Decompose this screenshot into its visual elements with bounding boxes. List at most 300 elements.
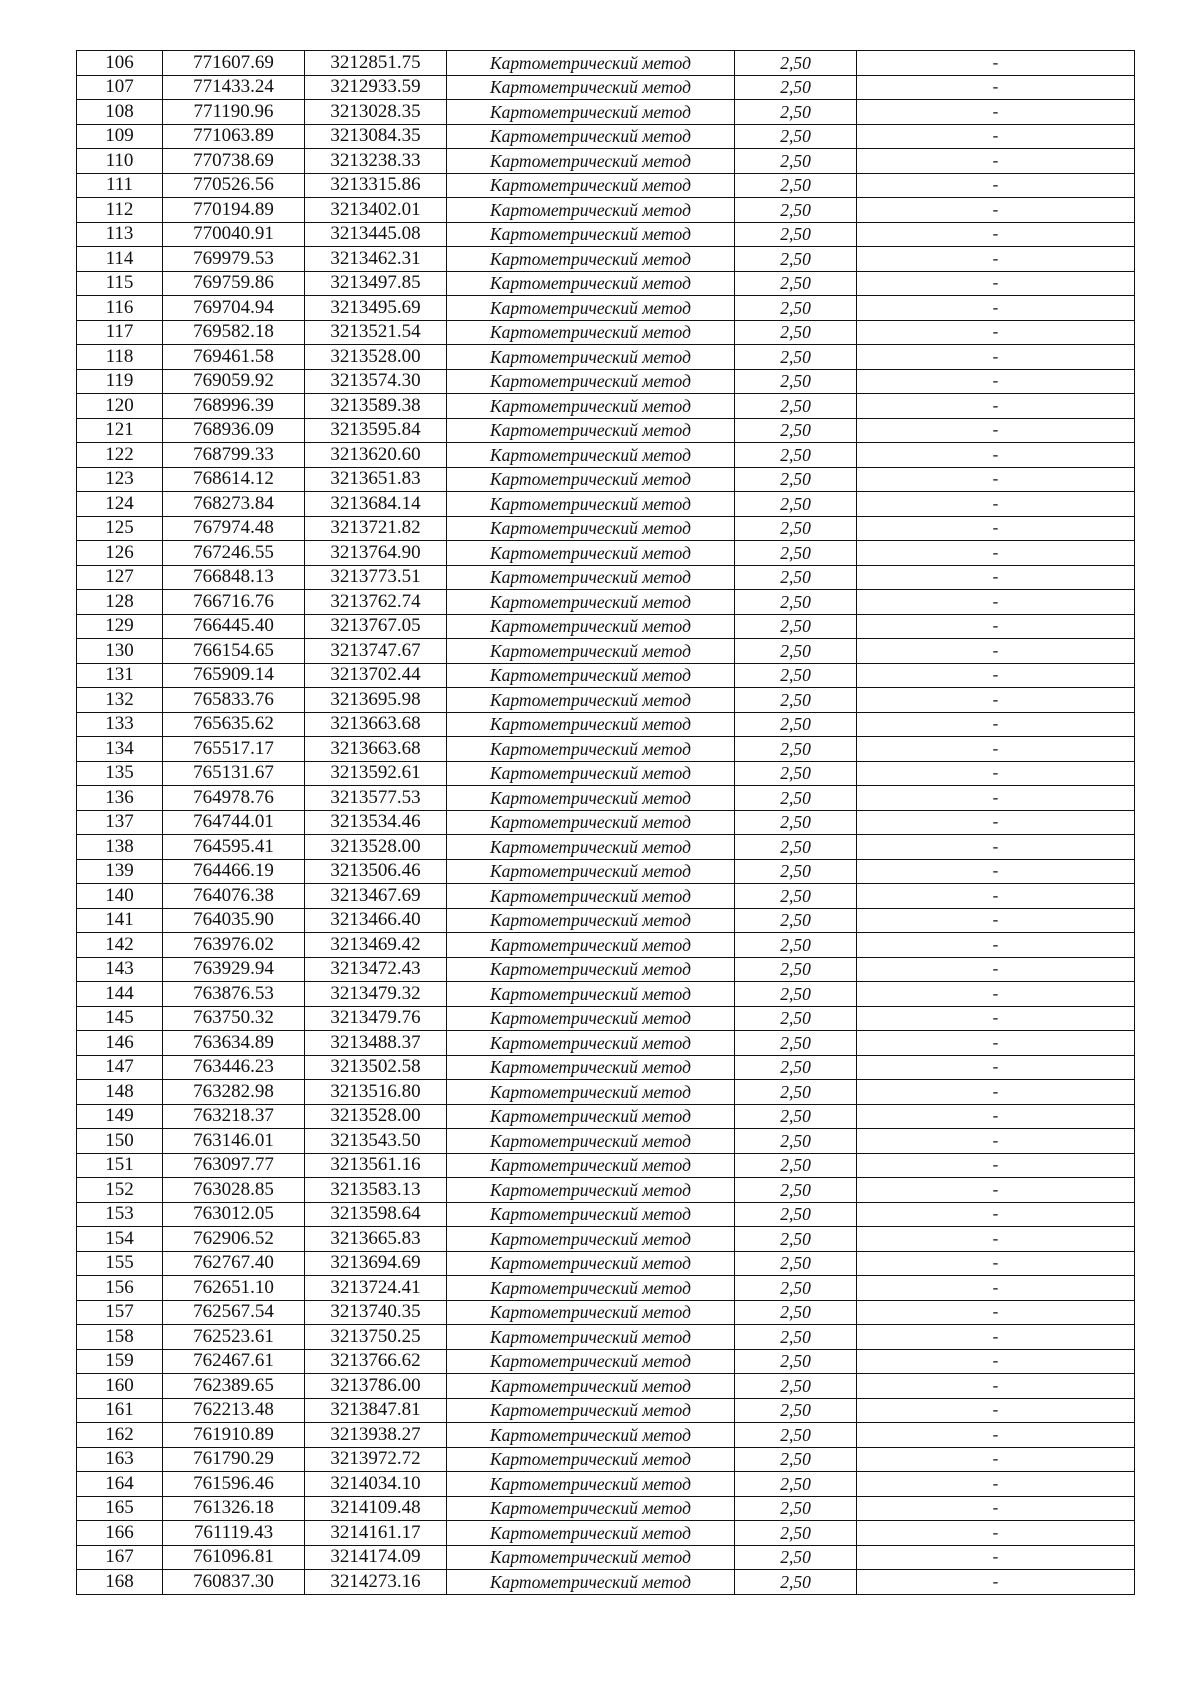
document-page: [76, 50, 1134, 1595]
precision-cell: 2,50: [735, 1521, 857, 1546]
point-number-cell: 135: [77, 761, 163, 786]
precision-cell: 2,50: [735, 124, 857, 149]
y-coordinate-cell: 3213583.13: [305, 1178, 447, 1203]
table-row: [77, 222, 1135, 247]
method-cell: Картометрический метод: [447, 443, 735, 468]
point-number-cell: 146: [77, 1031, 163, 1056]
description-cell: -: [857, 296, 1135, 321]
x-coordinate-cell: 769979.53: [163, 247, 305, 272]
x-coordinate-cell: 768936.09: [163, 418, 305, 443]
x-coordinate-cell: 768273.84: [163, 492, 305, 517]
y-coordinate-cell: 3213663.68: [305, 737, 447, 762]
method-cell: Картометрический метод: [447, 1472, 735, 1497]
method-cell: Картометрический метод: [447, 1398, 735, 1423]
point-number-cell: 156: [77, 1276, 163, 1301]
y-coordinate-cell: 3213938.27: [305, 1423, 447, 1448]
y-coordinate-cell: 3213462.31: [305, 247, 447, 272]
table-row: [77, 786, 1135, 811]
description-cell: -: [857, 443, 1135, 468]
y-coordinate-cell: 3213528.00: [305, 835, 447, 860]
precision-cell: 2,50: [735, 345, 857, 370]
precision-cell: 2,50: [735, 957, 857, 982]
table-row: [77, 1545, 1135, 1570]
x-coordinate-cell: 764466.19: [163, 859, 305, 884]
y-coordinate-cell: 3213028.35: [305, 100, 447, 125]
point-number-cell: 153: [77, 1202, 163, 1227]
point-number-cell: 131: [77, 663, 163, 688]
y-coordinate-cell: 3213577.53: [305, 786, 447, 811]
precision-cell: 2,50: [735, 1129, 857, 1154]
description-cell: -: [857, 271, 1135, 296]
point-number-cell: 148: [77, 1080, 163, 1105]
y-coordinate-cell: 3213238.33: [305, 149, 447, 174]
y-coordinate-cell: 3213665.83: [305, 1227, 447, 1252]
precision-cell: 2,50: [735, 908, 857, 933]
description-cell: -: [857, 663, 1135, 688]
description-cell: -: [857, 859, 1135, 884]
description-cell: -: [857, 345, 1135, 370]
x-coordinate-cell: 766848.13: [163, 565, 305, 590]
description-cell: -: [857, 1349, 1135, 1374]
point-number-cell: 117: [77, 320, 163, 345]
description-cell: -: [857, 492, 1135, 517]
method-cell: Картометрический метод: [447, 663, 735, 688]
point-number-cell: 160: [77, 1374, 163, 1399]
method-cell: Картометрический метод: [447, 1080, 735, 1105]
x-coordinate-cell: 762213.48: [163, 1398, 305, 1423]
y-coordinate-cell: 3213721.82: [305, 516, 447, 541]
method-cell: Картометрический метод: [447, 908, 735, 933]
description-cell: -: [857, 1472, 1135, 1497]
description-cell: -: [857, 124, 1135, 149]
x-coordinate-cell: 765517.17: [163, 737, 305, 762]
method-cell: Картометрический метод: [447, 1374, 735, 1399]
method-cell: Картометрический метод: [447, 1570, 735, 1595]
table-row: [77, 1521, 1135, 1546]
coordinates-table: [76, 50, 1135, 1595]
point-number-cell: 154: [77, 1227, 163, 1252]
precision-cell: 2,50: [735, 933, 857, 958]
table-row: [77, 149, 1135, 174]
method-cell: Картометрический метод: [447, 418, 735, 443]
point-number-cell: 147: [77, 1055, 163, 1080]
description-cell: -: [857, 1325, 1135, 1350]
method-cell: Картометрический метод: [447, 1423, 735, 1448]
method-cell: Картометрический метод: [447, 859, 735, 884]
method-cell: Картометрический метод: [447, 982, 735, 1007]
precision-cell: 2,50: [735, 198, 857, 223]
y-coordinate-cell: 3213521.54: [305, 320, 447, 345]
table-row: [77, 1374, 1135, 1399]
point-number-cell: 165: [77, 1496, 163, 1521]
x-coordinate-cell: 763097.77: [163, 1153, 305, 1178]
description-cell: -: [857, 51, 1135, 76]
table-row: [77, 1276, 1135, 1301]
description-cell: -: [857, 1129, 1135, 1154]
table-row: [77, 516, 1135, 541]
method-cell: Картометрический метод: [447, 1496, 735, 1521]
y-coordinate-cell: 3213402.01: [305, 198, 447, 223]
y-coordinate-cell: 3212851.75: [305, 51, 447, 76]
description-cell: -: [857, 1300, 1135, 1325]
x-coordinate-cell: 768799.33: [163, 443, 305, 468]
table-row: [77, 859, 1135, 884]
x-coordinate-cell: 769059.92: [163, 369, 305, 394]
y-coordinate-cell: 3213724.41: [305, 1276, 447, 1301]
x-coordinate-cell: 771063.89: [163, 124, 305, 149]
method-cell: Картометрический метод: [447, 1006, 735, 1031]
point-number-cell: 159: [77, 1349, 163, 1374]
description-cell: -: [857, 614, 1135, 639]
table-row: [77, 1570, 1135, 1595]
method-cell: Картометрический метод: [447, 320, 735, 345]
description-cell: -: [857, 1570, 1135, 1595]
point-number-cell: 122: [77, 443, 163, 468]
x-coordinate-cell: 766445.40: [163, 614, 305, 639]
point-number-cell: 158: [77, 1325, 163, 1350]
x-coordinate-cell: 770526.56: [163, 173, 305, 198]
description-cell: -: [857, 1398, 1135, 1423]
method-cell: Картометрический метод: [447, 492, 735, 517]
table-row: [77, 1202, 1135, 1227]
table-row: [77, 247, 1135, 272]
y-coordinate-cell: 3213445.08: [305, 222, 447, 247]
precision-cell: 2,50: [735, 884, 857, 909]
point-number-cell: 166: [77, 1521, 163, 1546]
precision-cell: 2,50: [735, 296, 857, 321]
point-number-cell: 115: [77, 271, 163, 296]
point-number-cell: 119: [77, 369, 163, 394]
y-coordinate-cell: 3213561.16: [305, 1153, 447, 1178]
point-number-cell: 106: [77, 51, 163, 76]
x-coordinate-cell: 762567.54: [163, 1300, 305, 1325]
x-coordinate-cell: 762906.52: [163, 1227, 305, 1252]
table-row: [77, 908, 1135, 933]
precision-cell: 2,50: [735, 1300, 857, 1325]
description-cell: -: [857, 957, 1135, 982]
precision-cell: 2,50: [735, 663, 857, 688]
x-coordinate-cell: 763876.53: [163, 982, 305, 1007]
table-row: [77, 124, 1135, 149]
description-cell: -: [857, 1227, 1135, 1252]
x-coordinate-cell: 769461.58: [163, 345, 305, 370]
precision-cell: 2,50: [735, 786, 857, 811]
point-number-cell: 112: [77, 198, 163, 223]
x-coordinate-cell: 767246.55: [163, 541, 305, 566]
method-cell: Картометрический метод: [447, 614, 735, 639]
x-coordinate-cell: 765833.76: [163, 688, 305, 713]
y-coordinate-cell: 3213663.68: [305, 712, 447, 737]
point-number-cell: 157: [77, 1300, 163, 1325]
table-row: [77, 737, 1135, 762]
description-cell: -: [857, 1055, 1135, 1080]
description-cell: -: [857, 933, 1135, 958]
table-row: [77, 590, 1135, 615]
method-cell: Картометрический метод: [447, 1447, 735, 1472]
y-coordinate-cell: 3213847.81: [305, 1398, 447, 1423]
method-cell: Картометрический метод: [447, 712, 735, 737]
table-row: [77, 614, 1135, 639]
table-row: [77, 271, 1135, 296]
x-coordinate-cell: 761119.43: [163, 1521, 305, 1546]
table-row: [77, 173, 1135, 198]
method-cell: Картометрический метод: [447, 1227, 735, 1252]
point-number-cell: 150: [77, 1129, 163, 1154]
table-row: [77, 688, 1135, 713]
y-coordinate-cell: 3213972.72: [305, 1447, 447, 1472]
method-cell: Картометрический метод: [447, 124, 735, 149]
x-coordinate-cell: 761790.29: [163, 1447, 305, 1472]
x-coordinate-cell: 761326.18: [163, 1496, 305, 1521]
precision-cell: 2,50: [735, 859, 857, 884]
method-cell: Картометрический метод: [447, 1276, 735, 1301]
y-coordinate-cell: 3213598.64: [305, 1202, 447, 1227]
method-cell: Картометрический метод: [447, 884, 735, 909]
description-cell: -: [857, 1202, 1135, 1227]
x-coordinate-cell: 762523.61: [163, 1325, 305, 1350]
precision-cell: 2,50: [735, 369, 857, 394]
x-coordinate-cell: 763218.37: [163, 1104, 305, 1129]
y-coordinate-cell: 3213651.83: [305, 467, 447, 492]
y-coordinate-cell: 3213466.40: [305, 908, 447, 933]
table-row: [77, 1447, 1135, 1472]
table-row: [77, 1153, 1135, 1178]
precision-cell: 2,50: [735, 737, 857, 762]
method-cell: Картометрический метод: [447, 198, 735, 223]
x-coordinate-cell: 770738.69: [163, 149, 305, 174]
y-coordinate-cell: 3213084.35: [305, 124, 447, 149]
method-cell: Картометрический метод: [447, 835, 735, 860]
description-cell: -: [857, 1080, 1135, 1105]
table-row: [77, 467, 1135, 492]
precision-cell: 2,50: [735, 1349, 857, 1374]
y-coordinate-cell: 3213469.42: [305, 933, 447, 958]
description-cell: -: [857, 1496, 1135, 1521]
point-number-cell: 114: [77, 247, 163, 272]
description-cell: -: [857, 173, 1135, 198]
description-cell: -: [857, 786, 1135, 811]
table-row: [77, 1349, 1135, 1374]
precision-cell: 2,50: [735, 1178, 857, 1203]
precision-cell: 2,50: [735, 1202, 857, 1227]
precision-cell: 2,50: [735, 51, 857, 76]
precision-cell: 2,50: [735, 1325, 857, 1350]
method-cell: Картометрический метод: [447, 1545, 735, 1570]
point-number-cell: 123: [77, 467, 163, 492]
table-row: [77, 1300, 1135, 1325]
method-cell: Картометрический метод: [447, 810, 735, 835]
description-cell: -: [857, 369, 1135, 394]
method-cell: Картометрический метод: [447, 786, 735, 811]
method-cell: Картометрический метод: [447, 100, 735, 125]
x-coordinate-cell: 763012.05: [163, 1202, 305, 1227]
point-number-cell: 145: [77, 1006, 163, 1031]
point-number-cell: 111: [77, 173, 163, 198]
precision-cell: 2,50: [735, 271, 857, 296]
description-cell: -: [857, 737, 1135, 762]
description-cell: -: [857, 541, 1135, 566]
point-number-cell: 167: [77, 1545, 163, 1570]
precision-cell: 2,50: [735, 1031, 857, 1056]
precision-cell: 2,50: [735, 565, 857, 590]
precision-cell: 2,50: [735, 761, 857, 786]
table-row: [77, 810, 1135, 835]
table-row: [77, 933, 1135, 958]
y-coordinate-cell: 3213495.69: [305, 296, 447, 321]
y-coordinate-cell: 3212933.59: [305, 75, 447, 100]
x-coordinate-cell: 764978.76: [163, 786, 305, 811]
y-coordinate-cell: 3213479.76: [305, 1006, 447, 1031]
table-row: [77, 296, 1135, 321]
precision-cell: 2,50: [735, 443, 857, 468]
table-row: [77, 639, 1135, 664]
point-number-cell: 149: [77, 1104, 163, 1129]
precision-cell: 2,50: [735, 1447, 857, 1472]
x-coordinate-cell: 764076.38: [163, 884, 305, 909]
precision-cell: 2,50: [735, 835, 857, 860]
precision-cell: 2,50: [735, 1423, 857, 1448]
y-coordinate-cell: 3213497.85: [305, 271, 447, 296]
point-number-cell: 126: [77, 541, 163, 566]
description-cell: -: [857, 320, 1135, 345]
y-coordinate-cell: 3213620.60: [305, 443, 447, 468]
description-cell: -: [857, 982, 1135, 1007]
y-coordinate-cell: 3214161.17: [305, 1521, 447, 1546]
point-number-cell: 120: [77, 394, 163, 419]
description-cell: -: [857, 590, 1135, 615]
table-row: [77, 320, 1135, 345]
method-cell: Картометрический метод: [447, 296, 735, 321]
description-cell: -: [857, 1374, 1135, 1399]
x-coordinate-cell: 766154.65: [163, 639, 305, 664]
precision-cell: 2,50: [735, 590, 857, 615]
description-cell: -: [857, 516, 1135, 541]
point-number-cell: 127: [77, 565, 163, 590]
point-number-cell: 109: [77, 124, 163, 149]
x-coordinate-cell: 770040.91: [163, 222, 305, 247]
description-cell: -: [857, 149, 1135, 174]
y-coordinate-cell: 3213747.67: [305, 639, 447, 664]
y-coordinate-cell: 3213589.38: [305, 394, 447, 419]
description-cell: -: [857, 639, 1135, 664]
y-coordinate-cell: 3213534.46: [305, 810, 447, 835]
point-number-cell: 129: [77, 614, 163, 639]
table-row: [77, 541, 1135, 566]
description-cell: -: [857, 1251, 1135, 1276]
table-row: [77, 1006, 1135, 1031]
table-row: [77, 443, 1135, 468]
table-row: [77, 369, 1135, 394]
method-cell: Картометрический метод: [447, 271, 735, 296]
method-cell: Картометрический метод: [447, 516, 735, 541]
y-coordinate-cell: 3213695.98: [305, 688, 447, 713]
x-coordinate-cell: 771190.96: [163, 100, 305, 125]
method-cell: Картометрический метод: [447, 639, 735, 664]
point-number-cell: 136: [77, 786, 163, 811]
precision-cell: 2,50: [735, 149, 857, 174]
precision-cell: 2,50: [735, 810, 857, 835]
table-row: [77, 712, 1135, 737]
y-coordinate-cell: 3213702.44: [305, 663, 447, 688]
precision-cell: 2,50: [735, 1104, 857, 1129]
table-row: [77, 1055, 1135, 1080]
point-number-cell: 128: [77, 590, 163, 615]
x-coordinate-cell: 767974.48: [163, 516, 305, 541]
description-cell: -: [857, 100, 1135, 125]
table-row: [77, 835, 1135, 860]
method-cell: Картометрический метод: [447, 590, 735, 615]
method-cell: Картометрический метод: [447, 1178, 735, 1203]
method-cell: Картометрический метод: [447, 1031, 735, 1056]
method-cell: Картометрический метод: [447, 541, 735, 566]
point-number-cell: 151: [77, 1153, 163, 1178]
precision-cell: 2,50: [735, 394, 857, 419]
precision-cell: 2,50: [735, 467, 857, 492]
x-coordinate-cell: 769582.18: [163, 320, 305, 345]
description-cell: -: [857, 1447, 1135, 1472]
point-number-cell: 139: [77, 859, 163, 884]
precision-cell: 2,50: [735, 712, 857, 737]
x-coordinate-cell: 763282.98: [163, 1080, 305, 1105]
precision-cell: 2,50: [735, 1055, 857, 1080]
coordinates-table-body: [77, 51, 1135, 1595]
method-cell: Картометрический метод: [447, 761, 735, 786]
table-row: [77, 982, 1135, 1007]
method-cell: Картометрический метод: [447, 957, 735, 982]
table-row: [77, 1104, 1135, 1129]
table-row: [77, 663, 1135, 688]
description-cell: -: [857, 75, 1135, 100]
x-coordinate-cell: 765635.62: [163, 712, 305, 737]
point-number-cell: 130: [77, 639, 163, 664]
method-cell: Картометрический метод: [447, 1129, 735, 1154]
precision-cell: 2,50: [735, 1398, 857, 1423]
x-coordinate-cell: 763929.94: [163, 957, 305, 982]
y-coordinate-cell: 3213472.43: [305, 957, 447, 982]
table-row: [77, 51, 1135, 76]
x-coordinate-cell: 763976.02: [163, 933, 305, 958]
precision-cell: 2,50: [735, 320, 857, 345]
x-coordinate-cell: 771607.69: [163, 51, 305, 76]
table-row: [77, 1129, 1135, 1154]
precision-cell: 2,50: [735, 516, 857, 541]
point-number-cell: 155: [77, 1251, 163, 1276]
point-number-cell: 140: [77, 884, 163, 909]
table-row: [77, 761, 1135, 786]
method-cell: Картометрический метод: [447, 222, 735, 247]
precision-cell: 2,50: [735, 222, 857, 247]
x-coordinate-cell: 764595.41: [163, 835, 305, 860]
x-coordinate-cell: 762767.40: [163, 1251, 305, 1276]
point-number-cell: 138: [77, 835, 163, 860]
x-coordinate-cell: 768614.12: [163, 467, 305, 492]
precision-cell: 2,50: [735, 639, 857, 664]
x-coordinate-cell: 763146.01: [163, 1129, 305, 1154]
description-cell: -: [857, 198, 1135, 223]
point-number-cell: 116: [77, 296, 163, 321]
x-coordinate-cell: 764035.90: [163, 908, 305, 933]
description-cell: -: [857, 1423, 1135, 1448]
description-cell: -: [857, 835, 1135, 860]
point-number-cell: 152: [77, 1178, 163, 1203]
x-coordinate-cell: 763028.85: [163, 1178, 305, 1203]
point-number-cell: 124: [77, 492, 163, 517]
precision-cell: 2,50: [735, 1570, 857, 1595]
point-number-cell: 142: [77, 933, 163, 958]
precision-cell: 2,50: [735, 247, 857, 272]
y-coordinate-cell: 3213684.14: [305, 492, 447, 517]
method-cell: Картометрический метод: [447, 688, 735, 713]
